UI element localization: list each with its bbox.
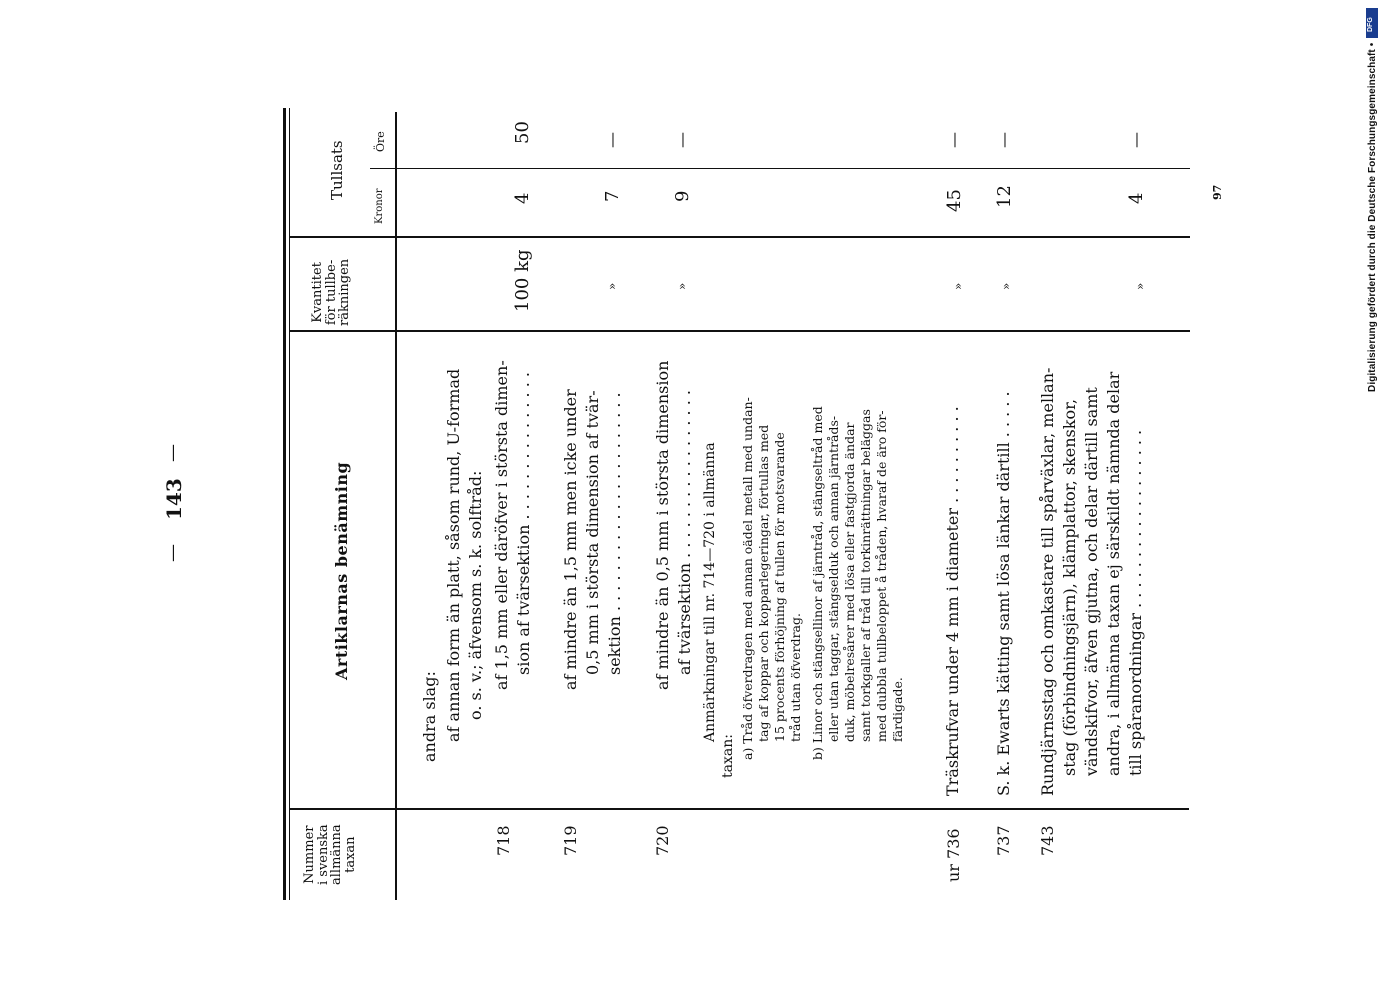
remark-b-line-2: eller utan taggar, stängselduk och annan järntråds-: [826, 415, 841, 742]
remark-a-line-2: tag af koppar och kopparlegeringar, förtullas med: [756, 424, 771, 742]
row-743-line-5: till spåranordningar . . . . . . . . . . . . . . . . . .: [1126, 429, 1145, 776]
row-719-number: 719: [561, 825, 580, 856]
row-718-line-2: sion af tvärsektion . . . . . . . . . . . . . . .: [514, 372, 533, 675]
row-intro-line-2: af annan form än platt, såsom rund, U-formad: [444, 368, 463, 742]
row-720-quantity: »: [675, 282, 689, 290]
row-720-line-1: af mindre än 0,5 mm i största dimension: [653, 360, 672, 690]
row-720-line-2: af tvärsektion . . . . . . . . . . . . . . . . .: [675, 390, 694, 675]
header-article: Artiklarnas benämning: [332, 461, 351, 680]
col-rule-article: [290, 330, 1190, 332]
page-dash-right: —: [162, 444, 183, 462]
header-quantity-line-1: Kvantitet: [310, 262, 325, 323]
remarks-line-2: taxan:: [720, 734, 736, 778]
row-718-ore: 50: [512, 121, 533, 144]
page-dash-left: —: [162, 544, 183, 562]
row-743-ore: —: [1126, 132, 1145, 148]
remark-b-line-4: samt torkgaller af tråd till torkinrättningar beläggas: [858, 409, 873, 742]
col-rule-rate-split: [370, 168, 1190, 169]
footer-code: 97: [1211, 184, 1224, 200]
remark-b-line-6: färdigade.: [890, 677, 905, 742]
header-number-line-2: i svenska: [315, 824, 331, 885]
row-719-kronor: 7: [602, 190, 623, 202]
row-743-line-1: Rundjärnsstag och omkastare till spårväxlar, mellan-: [1038, 367, 1057, 796]
row-736-quantity: »: [951, 282, 965, 290]
row-736-kronor: 45: [944, 189, 965, 212]
header-rate: Tullsats: [328, 140, 346, 200]
row-737-number: 737: [994, 825, 1013, 856]
remark-a-line-4: tråd utan öfverdrag.: [788, 613, 803, 742]
row-736-number: ur 736: [944, 828, 963, 882]
row-720-number: 720: [653, 825, 672, 856]
row-intro-line-1: andra slag:: [420, 671, 439, 762]
row-718-quantity: 100 kg: [512, 249, 533, 312]
row-719-quantity: »: [605, 282, 619, 290]
row-718-line-1: af 1,5 mm eller däröfver i största dimen-: [492, 360, 511, 690]
row-intro-line-3: o. s. v.; äfvensom s. k. solftråd:: [466, 470, 485, 720]
row-737-quantity: »: [999, 282, 1013, 290]
header-quantity-line-2: för tullbe-: [323, 259, 339, 326]
row-720-kronor: 9: [672, 190, 693, 202]
row-719-line-2: 0,5 mm i största dimension af tvär-: [583, 390, 602, 675]
table-top-rule: [283, 108, 286, 900]
page-number: 143: [162, 478, 186, 520]
row-736-ore: —: [944, 132, 963, 148]
row-720-ore: —: [672, 132, 691, 148]
header-quantity-line-3: räkningen: [337, 258, 353, 326]
header-kronor: Kronor: [374, 188, 385, 224]
table-top-rule-thin: [289, 108, 290, 900]
remark-a-line-1: a) Tråd öfverdragen med annan oädel metall med undan-: [740, 397, 755, 760]
row-737-line-1: S. k. Ewarts kätting samt lösa länkar därtill . . . . .: [994, 391, 1013, 796]
row-743-kronor: 4: [1126, 192, 1147, 204]
remark-b-line-5: med dubbla tullbeloppet å tråden, hvaraf de äro för-: [874, 410, 889, 742]
row-737-kronor: 12: [994, 185, 1015, 208]
row-737-ore: —: [994, 132, 1013, 148]
col-rule-quantity: [290, 236, 1190, 238]
row-718-number: 718: [494, 825, 513, 856]
row-719-ore: —: [602, 132, 621, 148]
remarks-line-1: Anmärkningar till nr. 714—720 i allmänna: [702, 442, 718, 742]
header-number: [303, 824, 358, 885]
dfg-logo-text: DFG: [1367, 17, 1374, 32]
header-quantity: [311, 259, 352, 326]
header-number-line-1: Nummer: [302, 825, 317, 884]
remark-b-line-3: duk, möbelresårer med lösa eller fastgjorda ändar: [842, 422, 857, 742]
row-743-quantity: »: [1133, 282, 1147, 290]
row-743-number: 743: [1038, 825, 1057, 856]
row-736-line-1: Träskrufvar under 4 mm i diameter . . . . . . . . . .: [943, 406, 962, 796]
digitization-note: Digitalisierung gefördert durch die Deutsche Forschungsgemeinschaft •: [1367, 42, 1378, 392]
header-number-line-3: allmänna: [329, 824, 345, 885]
remark-a-line-3: 15 procents förhöjning af tullen för motsvarande: [772, 432, 787, 742]
header-bottom-rule: [395, 112, 397, 900]
col-rule-number: [290, 808, 403, 810]
remark-b-line-1: b) Linor och stängsellinor af järntråd, stängseltråd med: [810, 406, 825, 760]
dfg-logo: [1366, 8, 1378, 38]
header-ore: Öre: [374, 131, 387, 152]
header-number-line-4: taxan: [342, 836, 358, 873]
col-rule-number-body: [397, 808, 1189, 810]
row-743-line-3: vändskifvor, äfven gjutna, och delar därtill samt: [1082, 387, 1101, 776]
row-743-line-4: andra, i allmänna taxan ej särskildt nämnda delar: [1104, 371, 1123, 776]
row-718-kronor: 4: [512, 192, 533, 204]
row-719-line-1: af mindre än 1,5 mm men icke under: [561, 389, 580, 690]
row-719-line-3: sektion . . . . . . . . . . . . . . . . . . . . . .: [605, 392, 624, 675]
row-743-line-2: stag (förbindningsjärn), klämplattor, skenskor,: [1060, 398, 1079, 776]
